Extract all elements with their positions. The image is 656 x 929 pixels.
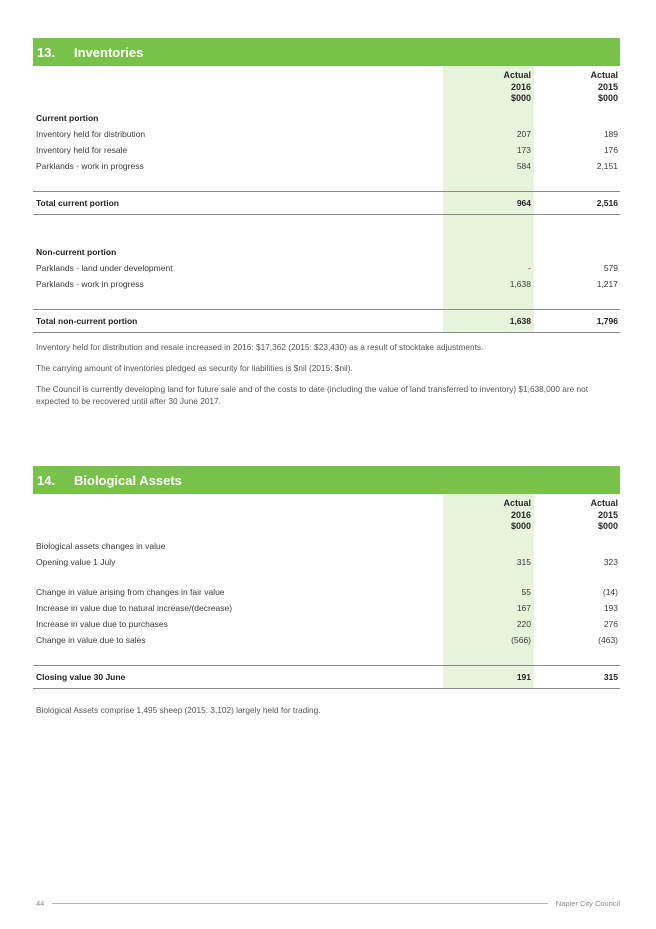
table-row: Increase in value due to purchases 220 276 — [36, 619, 618, 629]
col-header: Actual — [590, 498, 618, 508]
table-header — [33, 494, 620, 538]
organization-name: Napier City Council — [555, 898, 620, 908]
table-row — [33, 244, 620, 260]
page-footer — [36, 896, 620, 910]
table-row: Inventory held for resale 173 176 — [36, 145, 618, 155]
subheading: Non-current portion — [36, 247, 117, 257]
col-header: Actual — [503, 498, 531, 508]
col-header: Actual — [590, 70, 618, 80]
col-header: $000 — [510, 521, 531, 531]
note-paragraph: Inventory held for distribution and resale increased in 2016: $17,362 (2015: $23,430) as a result of stocktake adjustments. — [36, 342, 484, 352]
section-title: Biological Assets — [74, 472, 182, 488]
note-paragraph: Biological Assets comprise 1,495 sheep (2015: 3,102) largely held for trading. — [36, 705, 321, 715]
table-row — [33, 110, 620, 126]
section-number: 13. — [37, 44, 56, 60]
col-header: $000 — [597, 521, 618, 531]
table-row: Change in value arising from changes in fair value 55 (14) — [36, 587, 618, 597]
table-row: Inventory held for distribution 207 189 — [36, 129, 618, 139]
note-paragraph: The Council is currently developing land for future sale and of the costs to date (including the value of land transferred to inventory) $1,638,000 are not expected to be recovered until after 30 June 2017. — [36, 384, 589, 406]
footer-divider — [52, 903, 547, 904]
col-header: $000 — [597, 93, 618, 103]
total-row: Closing value 30 June 191 315 — [33, 665, 620, 689]
col-header: 2015 — [597, 81, 618, 92]
inventories-section — [33, 38, 620, 333]
table-row: Parklands - work in progress 584 2,151 — [36, 161, 618, 171]
table-header — [33, 66, 620, 110]
col-header: 2015 — [597, 509, 618, 520]
subheading: Current portion — [36, 113, 99, 123]
section-number: 14. — [37, 472, 56, 488]
table-row: Increase in value due to natural increase/(decrease) 167 193 — [36, 603, 618, 613]
col-header: $000 — [510, 93, 531, 103]
section-header — [33, 38, 620, 66]
section-header — [33, 466, 620, 494]
total-row: Total current portion 964 2,516 — [33, 191, 620, 215]
table-row: Change in value due to sales (566) (463) — [36, 635, 618, 645]
table-row: Opening value 1 July 315 323 — [36, 557, 618, 567]
biological-assets-section — [33, 466, 620, 689]
subheading: Biological assets changes in value — [36, 541, 166, 551]
table-row: Parklands - land under development - 579 — [36, 263, 618, 273]
col-header: 2016 — [510, 81, 531, 92]
note-paragraph: The carrying amount of inventories pledged as security for liabilities is $nil (2015: $nil). — [36, 363, 353, 373]
col-header: 2016 — [510, 509, 531, 520]
table-row: Parklands - work in progress 1,638 1,217 — [36, 279, 618, 289]
biological-table — [33, 494, 620, 689]
col-header: Actual — [503, 70, 531, 80]
page-number: 44 — [36, 898, 45, 908]
table-row — [33, 538, 620, 554]
inventories-table — [33, 66, 620, 333]
section-title: Inventories — [74, 44, 144, 60]
total-row: Total non-current portion 1,638 1,796 — [33, 309, 620, 333]
